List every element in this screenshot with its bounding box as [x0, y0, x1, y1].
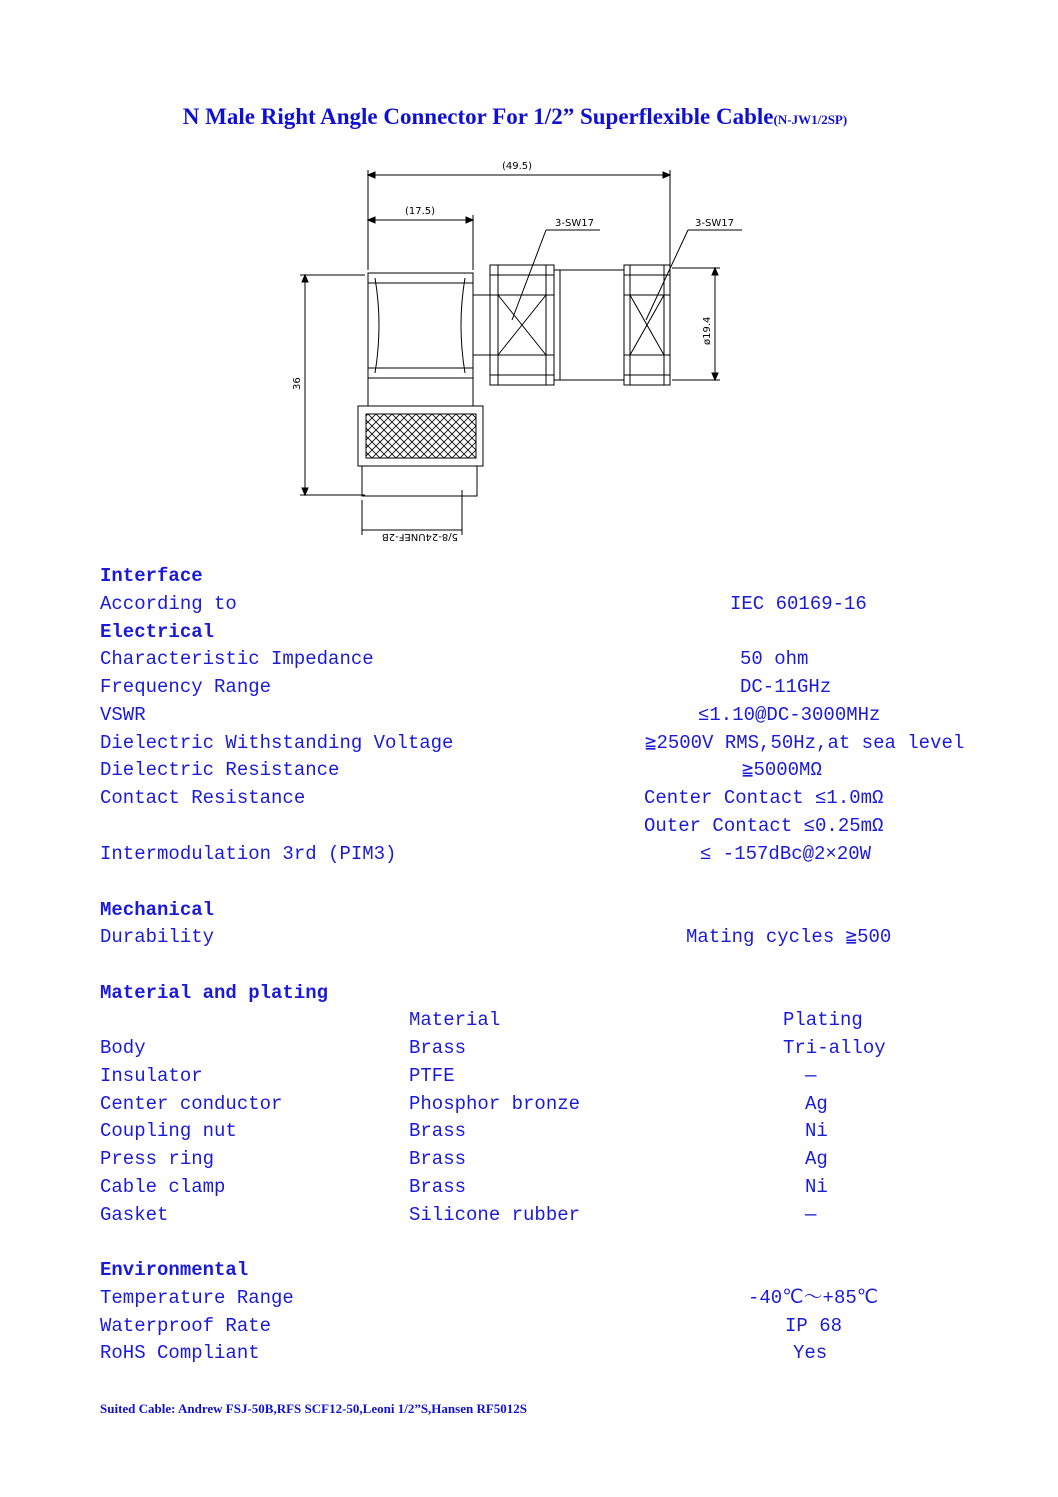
dim-diameter: ø19.4 — [702, 316, 713, 345]
environmental-value: Yes — [793, 1342, 828, 1364]
electrical-value: 50 ohm — [740, 648, 809, 670]
wrench-label-right: 3-SW17 — [695, 218, 734, 229]
mechanical-heading: Mechanical — [100, 899, 215, 921]
part-plating: Ag — [805, 1093, 828, 1115]
electrical-label: Dielectric Resistance — [100, 759, 340, 781]
durability-value: Mating cycles ≧500 — [686, 926, 892, 948]
part-material: PTFE — [409, 1065, 455, 1087]
electrical-label: Characteristic Impedance — [100, 648, 374, 670]
part-plating: — — [805, 1065, 817, 1087]
electrical-label: Dielectric Withstanding Voltage — [100, 732, 454, 754]
part-material: Brass — [409, 1176, 467, 1198]
part-material: Brass — [409, 1148, 467, 1170]
electrical-label: Contact Resistance — [100, 787, 306, 809]
dim-height: 36 — [292, 377, 303, 390]
part-name: Insulator — [100, 1065, 203, 1087]
connector-drawing — [280, 150, 760, 550]
electrical-label: Frequency Range — [100, 676, 272, 698]
part-plating: — — [805, 1204, 817, 1226]
electrical-value: ≧2500V RMS,50Hz,at sea level — [645, 732, 965, 754]
electrical-value: ≤ -157dBc@2×20W — [700, 843, 872, 865]
electrical-heading: Electrical — [100, 621, 215, 643]
electrical-label: Intermodulation 3rd (PIM3) — [100, 843, 397, 865]
part-name: Coupling nut — [100, 1120, 237, 1142]
environmental-label: Temperature Range — [100, 1287, 294, 1309]
part-material: Brass — [409, 1037, 467, 1059]
part-material: Brass — [409, 1120, 467, 1142]
material-heading: Material and plating — [100, 982, 329, 1004]
electrical-value: ≤1.10@DC-3000MHz — [698, 704, 881, 726]
electrical-value: DC-11GHz — [740, 676, 832, 698]
electrical-value: Center Contact ≤1.0mΩ — [644, 787, 884, 809]
environmental-heading: Environmental — [100, 1259, 249, 1281]
electrical-value: ≧5000MΩ — [742, 759, 822, 781]
according-label: According to — [100, 593, 237, 615]
plating-column-header: Plating — [783, 1009, 863, 1031]
material-column-header: Material — [409, 1009, 501, 1031]
part-name: Cable clamp — [100, 1176, 226, 1198]
part-material: Phosphor bronze — [409, 1093, 581, 1115]
thread-label: 5/8-24UNEF-2B — [381, 531, 458, 542]
part-plating: Ni — [805, 1176, 828, 1198]
electrical-value: Outer Contact ≤0.25mΩ — [644, 815, 884, 837]
part-name: Gasket — [100, 1204, 169, 1226]
dim-body: (17.5) — [405, 206, 436, 217]
electrical-label: VSWR — [100, 704, 146, 726]
title-model: (N-JW1/2SP) — [773, 112, 848, 127]
title-main: N Male Right Angle Connector For 1/2” Superflexible Cable — [182, 104, 774, 129]
part-plating: Tri-alloy — [783, 1037, 886, 1059]
page-title — [0, 104, 1030, 130]
environmental-value: IP 68 — [785, 1315, 843, 1337]
durability-label: Durability — [100, 926, 215, 948]
part-plating: Ni — [805, 1120, 828, 1142]
part-name: Center conductor — [100, 1093, 283, 1115]
environmental-label: RoHS Compliant — [100, 1342, 260, 1364]
wrench-label-left: 3-SW17 — [555, 218, 594, 229]
part-plating: Ag — [805, 1148, 828, 1170]
part-name: Press ring — [100, 1148, 215, 1170]
environmental-value: -40℃～+85℃ — [748, 1287, 879, 1309]
according-value: IEC 60169-16 — [730, 593, 867, 615]
interface-heading: Interface — [100, 565, 203, 587]
suited-cable-note: Suited Cable: Andrew FSJ-50B,RFS SCF12-50,Leoni 1/2”S,Hansen RF5012S — [100, 1401, 528, 1416]
environmental-label: Waterproof Rate — [100, 1315, 272, 1337]
part-material: Silicone rubber — [409, 1204, 581, 1226]
dim-overall: (49.5) — [502, 161, 533, 172]
part-name: Body — [100, 1037, 146, 1059]
